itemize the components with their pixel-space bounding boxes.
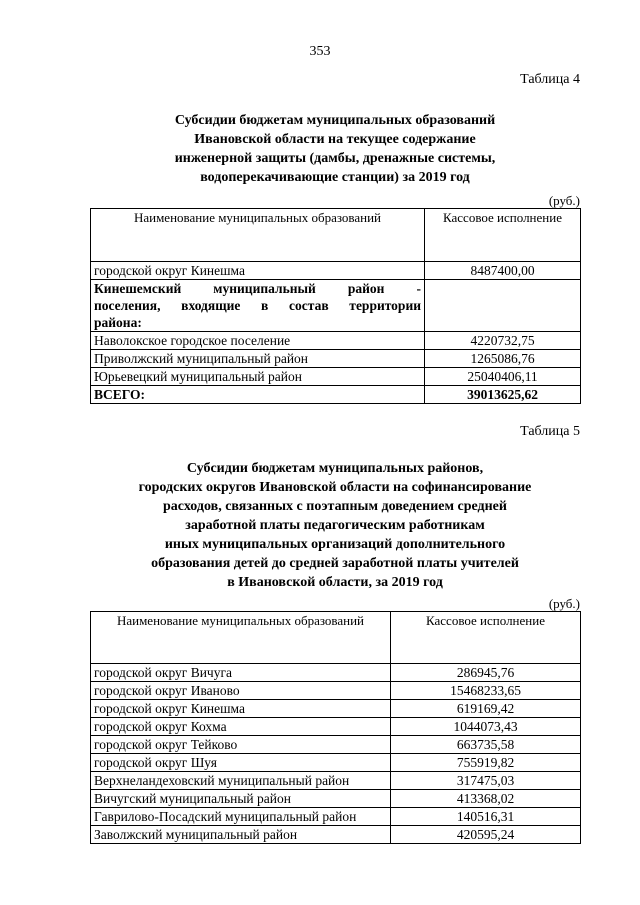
row-name	[91, 280, 425, 332]
table-row	[91, 280, 581, 332]
row-name: Вичугский муниципальный район	[91, 790, 391, 808]
row-value: 4220732,75	[425, 332, 581, 350]
table-row	[91, 368, 581, 386]
table4-total-row	[91, 386, 581, 404]
table5-unit: (руб.)	[548, 596, 580, 611]
row-name-line: района:	[94, 315, 142, 330]
page-number: 353	[309, 44, 331, 59]
row-name: Приволжский муниципальный район	[91, 350, 425, 368]
row-name: городской округ Тейково	[91, 736, 391, 754]
row-name: городской округ Вичуга	[91, 664, 391, 682]
table4-header-name: Наименование муниципальных образований	[91, 209, 425, 262]
row-name: городской округ Шуя	[91, 754, 391, 772]
row-value: 286945,76	[391, 664, 581, 682]
table-row	[91, 682, 581, 700]
row-value: 413368,02	[391, 790, 581, 808]
row-name-line: Кинешемский муниципальный район -	[94, 281, 421, 296]
table4-title	[90, 111, 580, 187]
table5-title-line: Субсидии бюджетам муниципальных районов,	[186, 461, 484, 476]
table5-header-row	[91, 612, 581, 664]
table5-header-value: Кассовое исполнение	[391, 612, 581, 664]
row-name: городской округ Кинешма	[91, 700, 391, 718]
table4-unit: (руб.)	[548, 193, 580, 208]
row-value: 1044073,43	[391, 718, 581, 736]
table5-title-line: образования детей до средней заработной платы учителей	[151, 556, 519, 571]
table5-title-line: городских округов Ивановской области на софинансирование	[138, 480, 532, 495]
table-row	[91, 754, 581, 772]
row-name: Юрьевецкий муниципальный район	[91, 368, 425, 386]
table-row	[91, 826, 581, 844]
row-value: 140516,31	[391, 808, 581, 826]
row-name: городской округ Кохма	[91, 718, 391, 736]
row-name: Наволокское городское поселение	[91, 332, 425, 350]
row-value: 25040406,11	[425, 368, 581, 386]
table4	[90, 208, 581, 404]
row-value: 619169,42	[391, 700, 581, 718]
table5-title	[90, 459, 580, 592]
row-value: 15468233,65	[391, 682, 581, 700]
table5-title-line: в Ивановской области, за 2019 год	[227, 575, 443, 590]
table-row	[91, 718, 581, 736]
row-name: Заволжский муниципальный район	[91, 826, 391, 844]
table-row	[91, 700, 581, 718]
row-value	[425, 280, 581, 332]
table-row	[91, 772, 581, 790]
table4-title-line: инженерной защиты (дамбы, дренажные системы,	[174, 151, 496, 166]
total-value: 39013625,62	[425, 386, 581, 404]
row-value: 8487400,00	[425, 262, 581, 280]
row-value: 420595,24	[391, 826, 581, 844]
total-label: ВСЕГО:	[91, 386, 425, 404]
row-value: 317475,03	[391, 772, 581, 790]
table4-title-line: Ивановской области на текущее содержание	[194, 132, 476, 147]
row-name: городской округ Иваново	[91, 682, 391, 700]
table5	[90, 611, 581, 844]
row-value: 755919,82	[391, 754, 581, 772]
row-name-line: поселения, входящие в состав территории	[94, 298, 421, 313]
row-name: городской округ Кинешма	[91, 262, 425, 280]
table5-label: Таблица 5	[520, 424, 580, 439]
row-name: Верхнеландеховский муниципальный район	[91, 772, 391, 790]
row-value: 1265086,76	[425, 350, 581, 368]
table-row	[91, 808, 581, 826]
row-name: Гаврилово-Посадский муниципальный район	[91, 808, 391, 826]
table5-title-line: расходов, связанных с поэтапным доведением средней	[163, 499, 507, 514]
table4-title-line: Субсидии бюджетам муниципальных образований	[174, 113, 496, 128]
table4-title-line: водоперекачивающие станции) за 2019 год	[200, 170, 470, 185]
table-row	[91, 262, 581, 280]
table-row	[91, 736, 581, 754]
table5-header-name: Наименование муниципальных образований	[91, 612, 391, 664]
table-row	[91, 332, 581, 350]
table4-header-row	[91, 209, 581, 262]
table5-title-line: иных муниципальных организаций дополнительного	[164, 537, 506, 552]
table4-header-value: Кассовое исполнение	[425, 209, 581, 262]
table5-title-line: заработной платы педагогическим работникам	[185, 518, 485, 533]
table-row	[91, 790, 581, 808]
table4-label: Таблица 4	[520, 72, 580, 87]
row-value: 663735,58	[391, 736, 581, 754]
table-row	[91, 664, 581, 682]
table-row	[91, 350, 581, 368]
